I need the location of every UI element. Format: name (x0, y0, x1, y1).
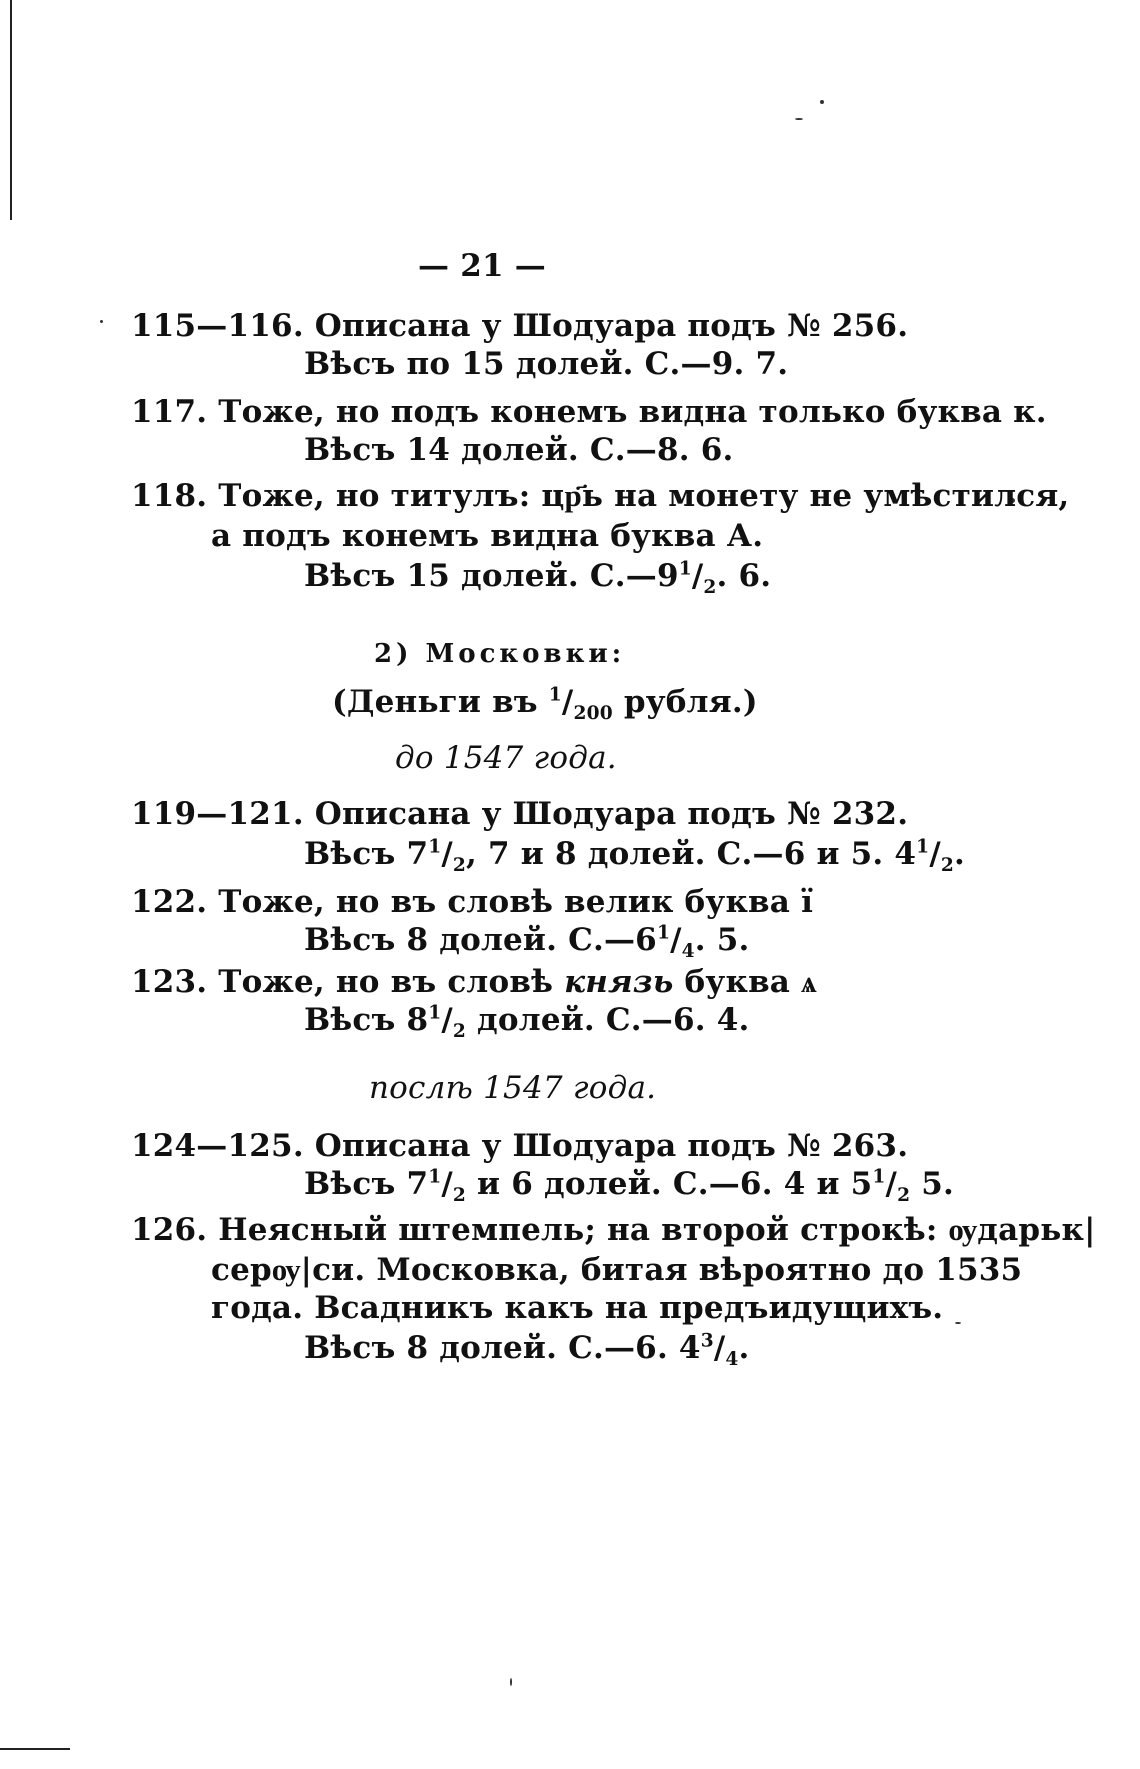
fraction-numerator: 1 (428, 836, 442, 858)
fraction-numerator: 1 (428, 1002, 442, 1024)
scan-bottom-mark (0, 1748, 70, 1750)
entry-118-line2: а подъ конемъ видна буква А. (211, 518, 764, 554)
entry-italic-word: князь (564, 964, 674, 1000)
fraction-denominator: 2 (897, 1185, 911, 1207)
entry-122: 122. Тоже, но въ словѣ велик буква ї (131, 884, 814, 920)
entry-119-121-weight: Вѣсъ $7^1/_2$, 7 и 8 долей. С.—6 и 5. $4^1/_2$. (304, 836, 965, 877)
entry-123 (131, 964, 817, 1000)
entry-126-line3: года. Всадникъ какъ на предъидущихъ. (211, 1290, 944, 1326)
subheading-text: рубля.) (612, 684, 758, 720)
fraction-numerator: 1 (428, 1166, 442, 1188)
fraction-denominator: 2 (452, 1021, 467, 1043)
weight-text: . 6. (716, 558, 772, 594)
entry-126-line2: серѹ|си. Московка, битая вѣроятно до 1535 (211, 1252, 1023, 1288)
entry-117-weight: Вѣсъ 14 долей. С.—8. 6. (304, 432, 734, 468)
weight-text: и 6 долей. С.—6. 4 и 5 (466, 1166, 873, 1202)
entry-115-116-weight: Вѣсъ по 15 долей. С.—9. 7. (304, 346, 789, 382)
speck (510, 1678, 512, 1686)
speck (820, 100, 824, 104)
weight-text: . 5. (694, 922, 750, 958)
entry-117: 117. Тоже, но подъ конемъ видна только буква к. (131, 394, 1047, 430)
speck (795, 118, 803, 120)
fraction-denominator: 4 (681, 941, 695, 963)
entry-118: 118. Тоже, но титулъ: цр҃ь на монету не умѣстился, (131, 478, 1070, 514)
period-heading-1: до 1547 года. (395, 740, 617, 776)
fraction-numerator: 1 (656, 922, 671, 944)
weight-text: Вѣсъ 7 (304, 836, 429, 872)
entry-124-125-weight: Вѣсъ $7^1/_2$ и 6 долей. С.—6. 4 и $5^1/_2$ 5. (304, 1166, 954, 1207)
entry-122-weight: Вѣсъ 8 долей. $С.—6^1/_4$. 5. (304, 922, 750, 963)
fraction-numerator: 1 (916, 836, 930, 858)
entry-text: буква ѧ (673, 964, 817, 1000)
speck (955, 1322, 961, 1324)
entry-text: 123. Тоже, но въ словѣ (131, 964, 565, 1000)
weight-text: Вѣсъ 7 (304, 1166, 429, 1202)
weight-text: долей. С.—6. 4. (466, 1002, 750, 1038)
entry-126: 126. Неясный штемпель; на второй строкѣ: ѹдарьк| (131, 1212, 1096, 1248)
subheading-text: (Деньги въ (332, 684, 549, 720)
fraction-numerator: 1 (678, 558, 692, 580)
fraction-denominator: 2 (703, 577, 717, 599)
section-subheading: (Деньги въ $^1/_{200}$ рубля.) (332, 684, 758, 725)
weight-text: Вѣсъ 8 (304, 1002, 429, 1038)
fraction-denominator: 200 (573, 703, 613, 725)
entry-123-weight: Вѣсъ $8^1/_2$ долей. С.—6. 4. (304, 1002, 750, 1043)
speck (100, 320, 103, 323)
fraction-denominator: 2 (940, 855, 954, 877)
fraction-numerator: 1 (872, 1166, 886, 1188)
weight-text: Вѣсъ 8 долей. С.—6. 4 (304, 1330, 701, 1366)
scan-left-edge (10, 0, 12, 220)
entry-124-125: 124—125. Описана у Шодуара подъ № 263. (131, 1128, 909, 1164)
entry-119-121: 119—121. Описана у Шодуара подъ № 232. (131, 796, 909, 832)
weight-text: Вѣсъ 15 долей. С.—9 (304, 558, 679, 594)
weight-text: 5. (910, 1166, 954, 1202)
fraction-denominator: 2 (452, 855, 467, 877)
fraction-denominator: 2 (452, 1185, 467, 1207)
page-number: — 21 — (418, 248, 546, 284)
entry-115-116: 115—116. Описана у Шодуара подъ № 256. (131, 308, 909, 344)
fraction-numerator: 3 (700, 1330, 714, 1352)
period-heading-2: послѣ 1547 года. (369, 1070, 657, 1106)
entry-126-weight: Вѣсъ 8 долей. С.—6. $4^3/_4$. (304, 1330, 750, 1371)
fraction-numerator: 1 (548, 684, 562, 706)
section-heading: 2) Московки: (374, 639, 626, 669)
entry-118-weight: Вѣсъ 15 долей. $С.—9^1/_2$. 6. (304, 558, 772, 599)
weight-text: , 7 и 8 долей. С.—6 и 5. 4 (466, 836, 917, 872)
fraction-denominator: 4 (725, 1349, 739, 1371)
weight-text: Вѣсъ 8 долей. С.—6 (304, 922, 657, 958)
